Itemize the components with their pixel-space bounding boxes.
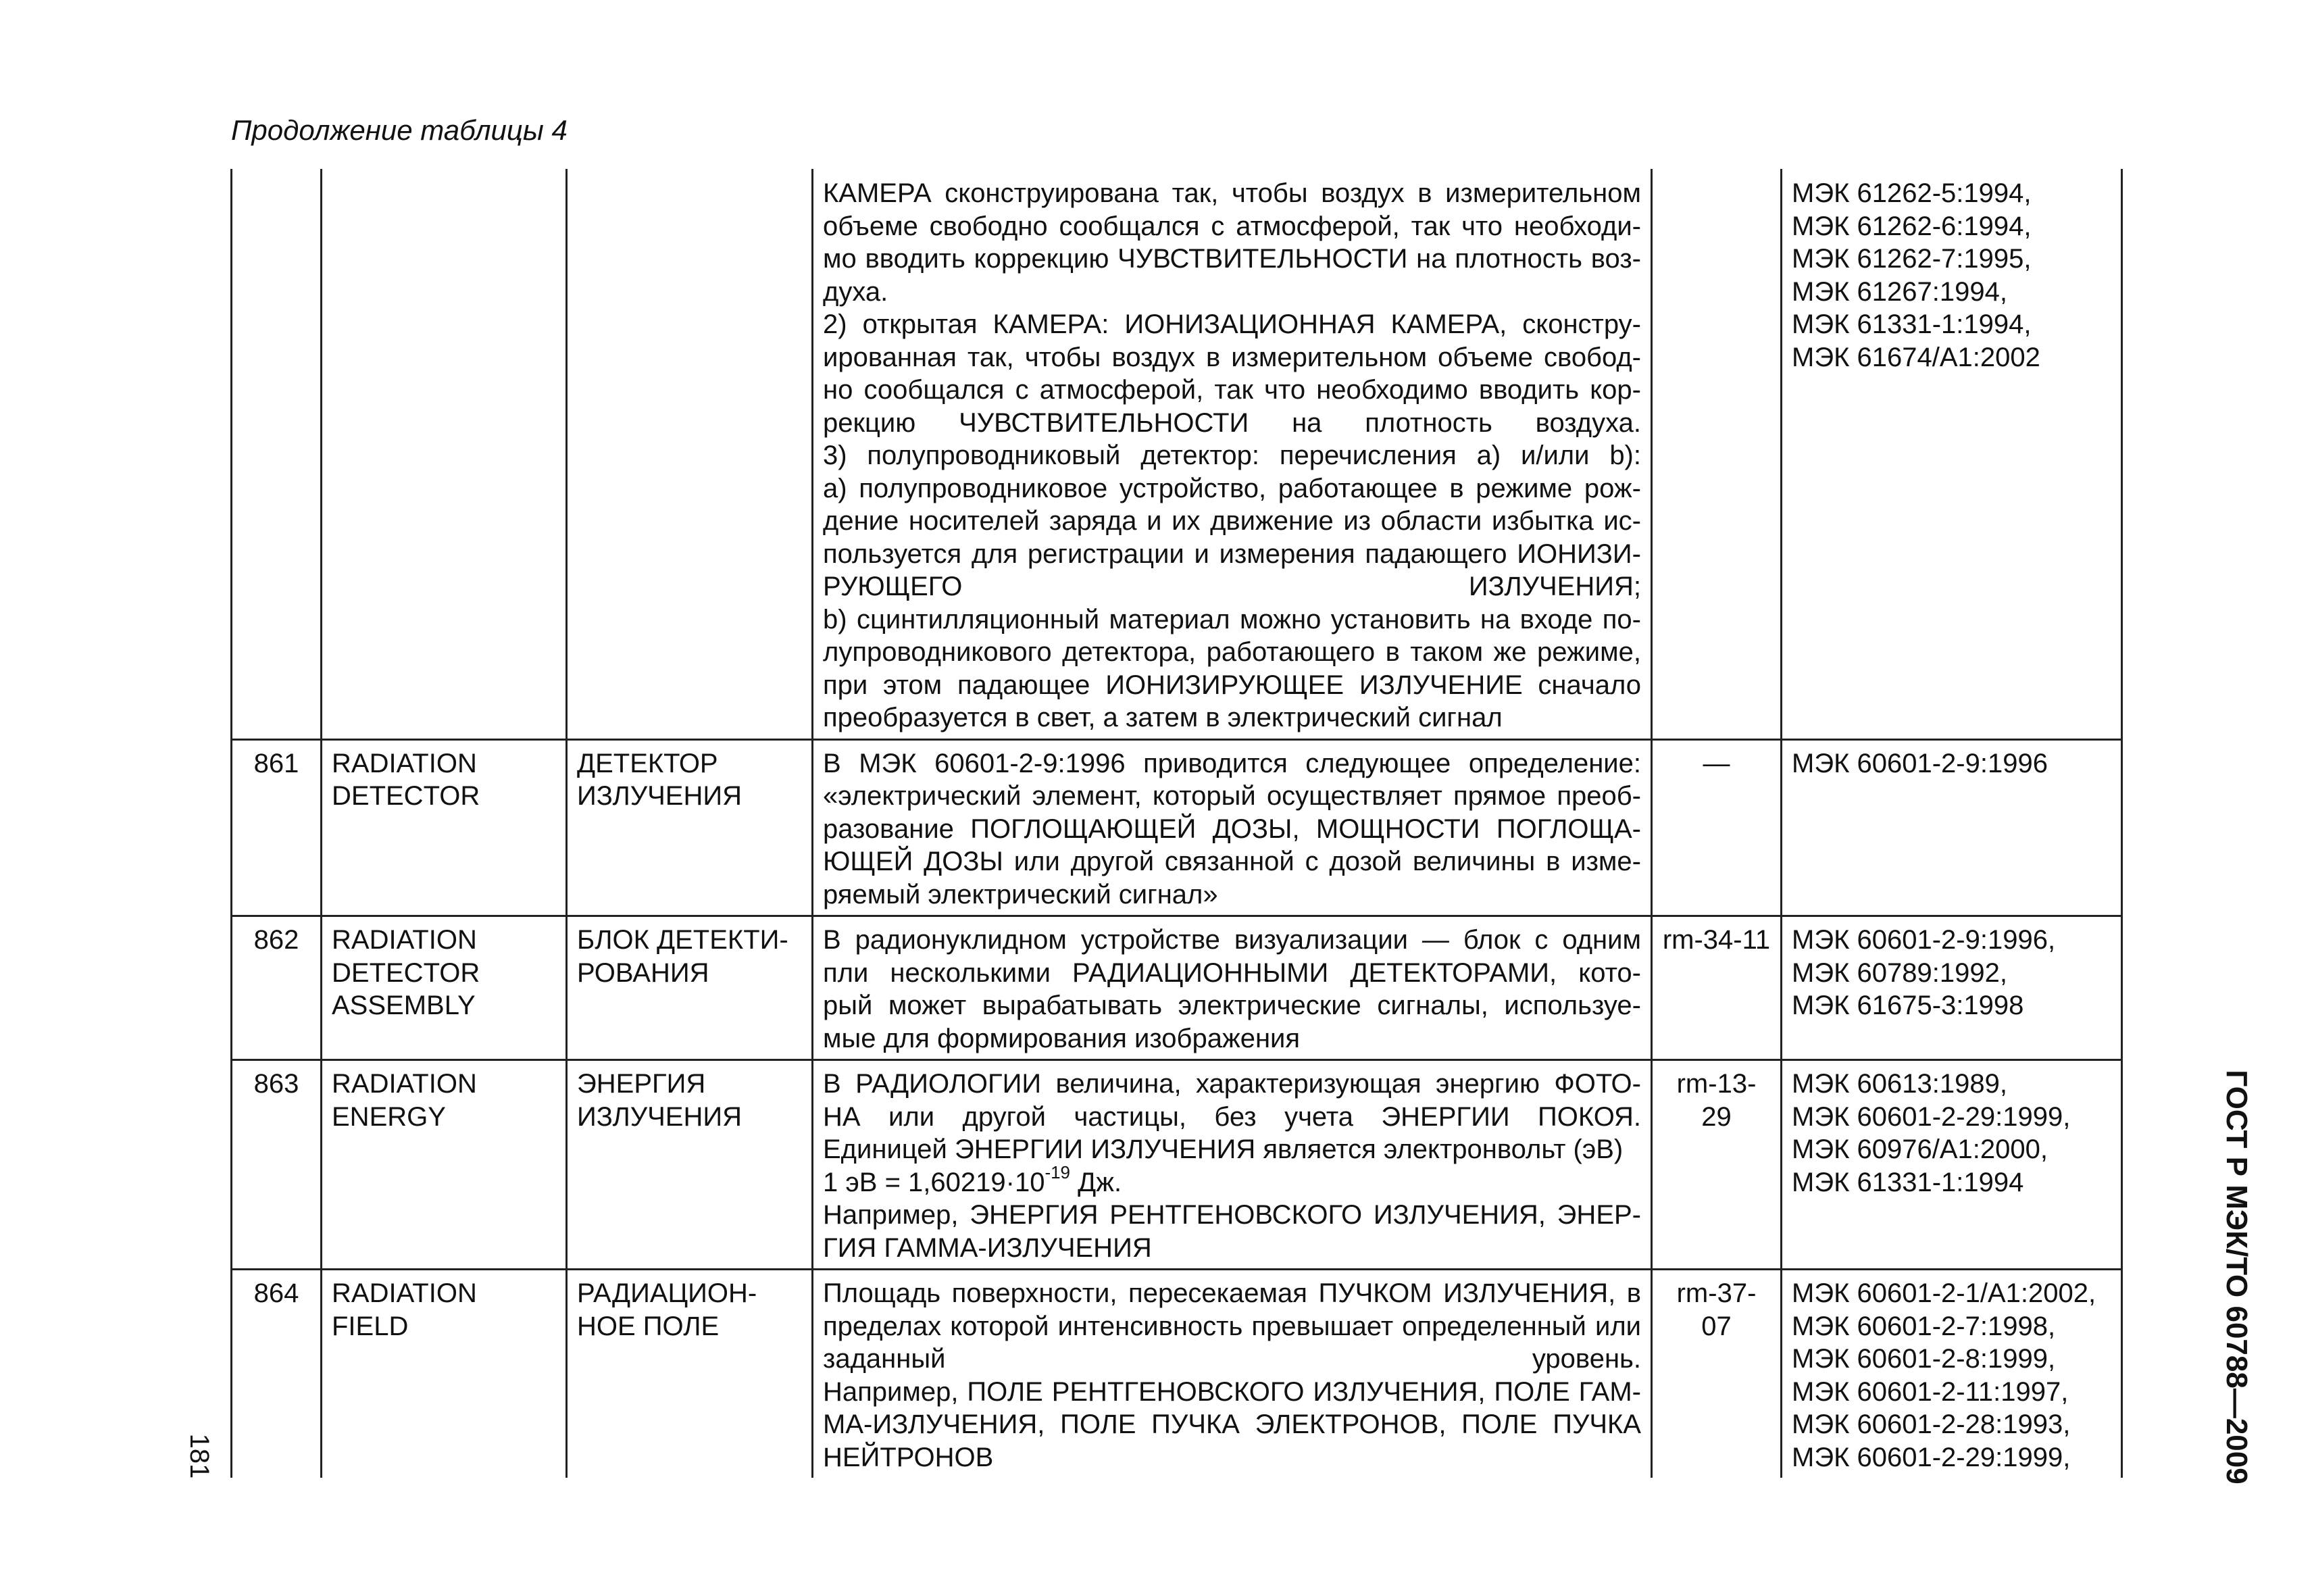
text-line: МЭК 61262-5:1994, xyxy=(1792,178,2032,208)
text-line: МЭК 60601-2-7:1998, xyxy=(1792,1311,2056,1341)
text-line: РОВАНИЯ xyxy=(577,957,709,988)
text-line: МЭК 61675-3:1998 xyxy=(1792,991,2024,1020)
energy-formula xyxy=(823,1162,1641,1199)
text-line: лупроводникового детектора, работающего в таком же режиме, xyxy=(823,637,1641,667)
russian-term-cell xyxy=(567,916,813,1060)
definition-cell xyxy=(813,739,1652,916)
text-line: при этом падающее ИОНИЗИРУЮЩЕЕ ИЗЛУЧЕНИЕ сначало xyxy=(823,670,1641,700)
text-line: МЭК 61674/A1:2002 xyxy=(1792,342,2040,372)
text-line: RADIATION xyxy=(332,1069,477,1099)
terms-table xyxy=(230,169,2123,1478)
text-line: МЭК 60601-2-29:1999, xyxy=(1792,1442,2071,1472)
text-line: пли несколькими РАДИАЦИОННЫМИ ДЕТЕКТОРАМИ, кото- xyxy=(823,957,1641,988)
term-number-cell: 862 xyxy=(232,916,322,1060)
text-line: МЭК 61267:1994, xyxy=(1792,276,2007,307)
definition-cell xyxy=(813,1270,1652,1478)
text-line: RADIATION xyxy=(332,748,477,778)
text-line: 2) открытая КАМЕРА: ИОНИЗАЦИОННАЯ КАМЕРА, сконстру- xyxy=(823,309,1641,339)
text-line: МА-ИЗЛУЧЕНИЯ, ПОЛЕ ПУЧКА ЭЛЕКТРОНОВ, ПОЛЕ ПУЧКА xyxy=(823,1410,1641,1439)
text-line: МЭК 60601-2-9:1996, xyxy=(1792,925,2056,955)
text-line: МЭК 60601-2-29:1999, xyxy=(1792,1101,2071,1132)
text-line: МЭК 60601-2-1/A1:2002, xyxy=(1792,1278,2096,1308)
text-line: Например, ПОЛЕ РЕНТГЕНОВСКОГО ИЗЛУЧЕНИЯ, ПОЛЕ ГАМ- xyxy=(823,1376,1641,1407)
text-line: ЭНЕРГИЯ xyxy=(577,1069,706,1099)
text-line: преобразуется в свет, а затем в электрический сигнал xyxy=(823,703,1503,732)
text-line: НЕЙТРОНОВ xyxy=(823,1442,994,1472)
text-line: 3) полупроводниковый детектор: перечисления а) и/или b): xyxy=(823,441,1641,470)
formula-exponent: -19 xyxy=(1045,1162,1071,1183)
text-line: разование ПОГЛОЩАЮЩЕЙ ДОЗЫ, МОЩНОСТИ ПОГЛОЩА- xyxy=(823,814,1641,844)
text-line: РУЮЩЕГО ИЗЛУЧЕНИЯ; xyxy=(823,572,1641,601)
text-line: НОЕ ПОЛЕ xyxy=(577,1311,720,1341)
standard-references-cell xyxy=(1782,169,2122,739)
text-line: RADIATION xyxy=(332,925,477,955)
term-number-cell: 864 xyxy=(232,1270,322,1478)
table-caption: Продолжение таблицы 4 xyxy=(231,114,568,146)
vocabulary-code-cell: rm-37-07 xyxy=(1652,1270,1782,1478)
text-line: МЭК 61262-7:1995, xyxy=(1792,244,2032,274)
text-line: рекцию ЧУВСТВИТЕЛЬНОСТИ на плотность воздуха. xyxy=(823,407,1641,438)
russian-term-cell xyxy=(567,739,813,916)
text-line: DETECTOR xyxy=(332,957,480,988)
text-line: ДЕТЕКТОР xyxy=(577,748,718,778)
text-line: а) полупроводниковое устройство, работающее в режиме рож- xyxy=(823,473,1641,503)
standard-references-cell xyxy=(1782,1060,2122,1270)
text-line: ИЗЛУЧЕНИЯ xyxy=(577,781,742,811)
definition-cell xyxy=(813,1060,1652,1270)
vocabulary-code-cell: — xyxy=(1652,739,1782,916)
table-row xyxy=(232,1060,2122,1270)
vocabulary-code-cell: rm-13-29 xyxy=(1652,1060,1782,1270)
text-line: МЭК 60601-2-8:1999, xyxy=(1792,1344,2056,1374)
table-row xyxy=(232,916,2122,1060)
russian-term-cell xyxy=(567,169,813,739)
text-line: Единицей ЭНЕРГИИ ИЗЛУЧЕНИЯ является электронвольт (эВ) xyxy=(823,1134,1624,1164)
text-line: пользуется для регистрации и измерения падающего ИОНИЗИ- xyxy=(823,539,1641,569)
text-line: RADIATION FIELD xyxy=(332,1278,477,1341)
text-line: Площадь поверхности, пересекаемая ПУЧКОМ ИЗЛУЧЕНИЯ, в xyxy=(823,1278,1641,1308)
text-line: ASSEMBLY xyxy=(332,991,476,1020)
term-number-cell: 861 xyxy=(232,739,322,916)
vocabulary-code-cell: rm-34-11 xyxy=(1652,916,1782,1060)
text-line: ированная так, чтобы воздух в измерительном объеме свобод- xyxy=(823,342,1641,372)
english-term-cell xyxy=(322,739,567,916)
english-term-cell xyxy=(322,1060,567,1270)
table-row xyxy=(232,739,2122,916)
text-line: МЭК 60601-2-28:1993, xyxy=(1792,1410,2071,1439)
english-term-cell xyxy=(322,169,567,739)
formula-base: 1 эВ = 1,60219·10 xyxy=(823,1167,1045,1197)
text-line: БЛОК ДЕТЕКТИ- xyxy=(577,925,788,955)
text-line: духа. xyxy=(823,276,888,307)
text-line: МЭК 60976/A1:2000, xyxy=(1792,1134,2048,1164)
text-line: b) сцинтилляционный материал можно установить на входе по- xyxy=(823,604,1641,634)
text-line: мые для формирования изображения xyxy=(823,1023,1301,1053)
text-line: «электрический элемент, который осуществляет прямое преоб- xyxy=(823,781,1641,811)
text-line: МЭК 60601-2-9:1996 xyxy=(1792,748,2048,778)
text-line: МЭК 60601-2-11:1997, xyxy=(1792,1376,2069,1407)
text-line: В радионуклидном устройстве визуализации — блок с одним xyxy=(823,925,1641,955)
text-line: МЭК 61331-1:1994, xyxy=(1792,309,2032,339)
text-line: МЭК 60789:1992, xyxy=(1792,957,2007,988)
text-line: рый может вырабатывать электрические сигналы, используе- xyxy=(823,991,1641,1020)
page-number: 181 xyxy=(184,1433,214,1479)
definition-cell xyxy=(813,916,1652,1060)
term-number-cell: 863 xyxy=(232,1060,322,1270)
text-line: заданный уровень. xyxy=(823,1344,1641,1374)
english-term-cell xyxy=(322,1270,567,1478)
standard-references-cell xyxy=(1782,1270,2122,1478)
text-line: ENERGY xyxy=(332,1101,446,1132)
text-line: МЭК 61262-6:1994, xyxy=(1792,211,2032,241)
text-line: КАМЕРА сконструирована так, чтобы воздух в измерительном xyxy=(823,178,1641,208)
table-row xyxy=(232,169,2122,739)
term-number-cell xyxy=(232,169,322,739)
text-line: МЭК 61331-1:1994 xyxy=(1792,1167,2024,1197)
text-line: пределах которой интенсивность превышает определенный или xyxy=(823,1311,1641,1341)
text-line: ЮЩЕЙ ДОЗЫ или другой связанной с дозой величины в изме- xyxy=(823,847,1641,876)
english-term-cell xyxy=(322,916,567,1060)
formula-unit: Дж. xyxy=(1070,1167,1122,1197)
text-line: РАДИАЦИОН- xyxy=(577,1278,757,1308)
text-line: В РАДИОЛОГИИ величина, характеризующая энергию ФОТО- xyxy=(823,1069,1641,1099)
text-line: Например, ЭНЕРГИЯ РЕНТГЕНОВСКОГО ИЗЛУЧЕНИЯ, ЭНЕР- xyxy=(823,1200,1641,1230)
text-line: дение носителей заряда и их движение из области избытка ис- xyxy=(823,506,1641,536)
standard-references-cell xyxy=(1782,916,2122,1060)
russian-term-cell xyxy=(567,1060,813,1270)
text-line: объеме свободно сообщался с атмосферой, так что необходи- xyxy=(823,211,1641,241)
text-line: ИЗЛУЧЕНИЯ xyxy=(577,1101,742,1132)
text-line: МЭК 60613:1989, xyxy=(1792,1069,2007,1099)
text-line: ряемый электрический сигнал» xyxy=(823,879,1218,909)
text-line: ГИЯ ГАММА-ИЗЛУЧЕНИЯ xyxy=(823,1232,1152,1263)
text-line: В МЭК 60601-2-9:1996 приводится следующее определение: xyxy=(823,748,1641,778)
text-line: но сообщался с атмосферой, так что необходимо вводить кор- xyxy=(823,375,1641,405)
standard-references-cell xyxy=(1782,739,2122,916)
table-row xyxy=(232,1270,2122,1478)
vocabulary-code-cell xyxy=(1652,169,1782,739)
text-line: НА или другой частицы, без учета ЭНЕРГИИ ПОКОЯ. xyxy=(823,1101,1641,1132)
text-line: мо вводить коррекцию ЧУВСТВИТЕЛЬНОСТИ на плотность воз- xyxy=(823,244,1641,274)
text-line: DETECTOR xyxy=(332,781,480,811)
russian-term-cell xyxy=(567,1270,813,1478)
definition-cell xyxy=(813,169,1652,739)
document-title: ГОСТ Р МЭК/ТО 60788—2009 xyxy=(2220,1070,2253,1485)
